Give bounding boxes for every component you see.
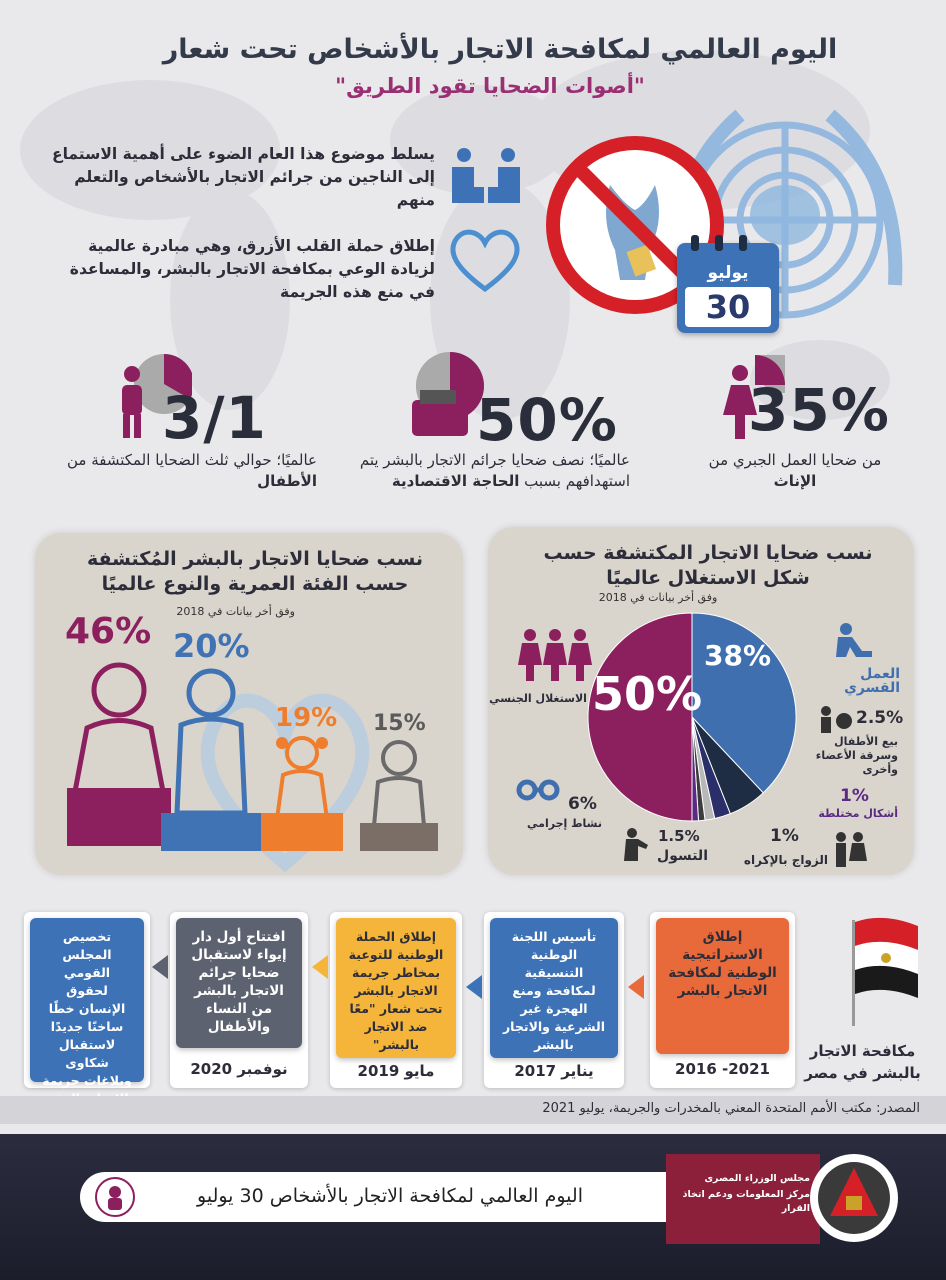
men-pct: 20% [173, 627, 250, 665]
org-line-2: مركز المعلومات ودعم اتخاذ القرار [682, 1189, 810, 1214]
timeline-item-2020-date: نوفمبر 2020 [190, 1060, 288, 1078]
children-label: بيع الأطفال وسرقة الأعضاء وأخرى [815, 735, 898, 776]
women-pct: 46% [65, 611, 152, 652]
calendar-icon [677, 243, 779, 333]
woman-figure-icon [63, 658, 175, 848]
listening-people-icon [442, 145, 532, 205]
timeline-arrow-3 [312, 955, 328, 979]
children-pct: 2.5% [856, 708, 904, 728]
handcuffs-icon [516, 775, 560, 805]
begging-pct: 1.5% [658, 827, 700, 845]
stat-third-value: 3/1 [162, 384, 267, 452]
egypt-flag-icon [838, 912, 924, 1032]
begging-label: التسول [657, 848, 708, 864]
timeline-item-2016-date: 2016 -2021 [675, 1060, 770, 1078]
timeline-item-2017-text: تأسيس اللجنة الوطنية التنسيقية لمكافحة ومنع الهجرة غير الشرعية والاتجار بالبشر [490, 918, 618, 1058]
footer-title-text: اليوم العالمي لمكافحة الاتجار بالأشخاص 30 يوليو [197, 1185, 583, 1207]
org-line-1: مجلس الوزراء المصرى [704, 1173, 810, 1184]
mixed-pct: 1% [840, 786, 869, 806]
exploitation-panel [488, 527, 914, 875]
timeline-arrow-4 [152, 955, 168, 979]
timeline-arrow-1 [628, 975, 644, 999]
boy-figure-icon [360, 738, 438, 853]
timeline-item-2016 [650, 912, 795, 1088]
timeline-item-hotline-text: تخصيص المجلس القومي لحقوق الإنسان خطًا ساخنًا جديدًا لاستقبال شكاوى وبلاغات جريمة [30, 918, 144, 1082]
egypt-section-label: مكافحة الاتجار بالبشر في مصر [804, 1042, 921, 1082]
timeline-item-2017 [484, 912, 624, 1088]
intro-paragraph-1: يسلط موضوع هذا العام الضوء على أهمية الاستماع إلى الناجين من جرائم الاتجار بالأشخاص والتعلم منهم [51, 145, 435, 209]
page-title: اليوم العالمي لمكافحة الاتجار بالأشخاص تحت شعار [162, 34, 838, 65]
boys-pct: 15% [373, 711, 426, 736]
timeline-item-2019-text: إطلاق الحملة الوطنية للتوعية بمخاطر جريمة الاتجار بالبشر تحت شعار "معًا ضد الاتجار بالبشر" [336, 918, 456, 1058]
timeline-item-2020 [170, 912, 308, 1088]
stat-50-value: 50% [476, 386, 618, 454]
timeline-item-hotline [24, 912, 150, 1088]
blue-heart-icon [445, 225, 525, 295]
footer-badge-icon [94, 1176, 136, 1218]
couple-icon [832, 831, 868, 869]
timeline-arrow-2 [466, 975, 482, 999]
stat-50-desc: عالميًا؛ نصف ضحايا جرائم الاتجار بالبشر يتم استهدافهم بسبب الحاجة الاقتصادية [359, 451, 630, 490]
stat-35-value: 35% [748, 376, 890, 444]
sexual-exploitation-label: الاستغلال الجنسي [489, 692, 587, 705]
exploit-panel-title: نسب ضحايا الاتجار المكتشفة حسب شكل الاستغلال عالميًا [543, 542, 873, 589]
man-figure-icon [161, 663, 261, 853]
criminal-pct: 6% [568, 794, 597, 814]
age-gender-panel [35, 533, 463, 875]
marriage-label: الزواج بالإكراه [743, 853, 828, 867]
girls-pct: 19% [275, 703, 338, 733]
exploit-panel-note: وفق أخر بيانات في 2018 [598, 591, 718, 604]
timeline-item-2020-text: افتتاح أول دار إيواء لاستقبال ضحايا جرائم الاتجار بالبشر من النساء والأطفال [176, 918, 302, 1048]
intro-paragraph-2: إطلاق حملة القلب الأزرق، وهي مبادرة عالمية لزيادة الوعي بمكافحة الاتجار بالبشر، والمساعدة في منع هذه الجريمة [69, 237, 435, 301]
idsc-logo-icon [806, 1150, 902, 1246]
child-organ-icon [818, 705, 854, 735]
timeline-item-2019-date: مايو 2019 [357, 1062, 435, 1080]
criminal-label: نشاط إجرامي [527, 817, 602, 830]
girl-figure-icon [261, 733, 343, 853]
mixed-label: أشكال مختلطة [818, 807, 898, 820]
pie-label-forced-labor-pct: 38% [704, 639, 772, 672]
stat-35-desc: من ضحايا العمل الجبري من الإناث [708, 451, 882, 490]
age-panel-title: نسب ضحايا الاتجار بالبشر المُكتشفة حسب الفئة العمرية والنوع عالميًا [86, 548, 424, 595]
timeline-item-2017-date: يناير 2017 [514, 1062, 594, 1080]
pie-label-sexual-pct: 50% [592, 667, 703, 721]
forced-labor-label: العمل القسري [844, 666, 900, 696]
calendar-day: 30 [685, 287, 771, 327]
age-panel-note: وفق أخر بيانات في 2018 [176, 605, 295, 618]
timeline-item-2019 [330, 912, 462, 1088]
stat-third-desc: عالميًا؛ حوالي ثلث الضحايا المكتشفة من الأطفال [66, 451, 317, 490]
digging-worker-icon [826, 621, 876, 661]
exploited-women-icon [518, 627, 592, 687]
source-text: المصدر: مكتب الأمم المتحدة المعني بالمخدرات والجريمة، يوليو 2021 [542, 1101, 920, 1116]
timeline-item-2016-text: إطلاق الاستراتيجية الوطنية لمكافحة الاتجار بالبشر [656, 918, 789, 1054]
page-subtitle: "أصوات الضحايا تقود الطريق" [335, 74, 645, 98]
marriage-pct: 1% [770, 826, 799, 846]
calendar-month: يوليو [707, 263, 749, 283]
